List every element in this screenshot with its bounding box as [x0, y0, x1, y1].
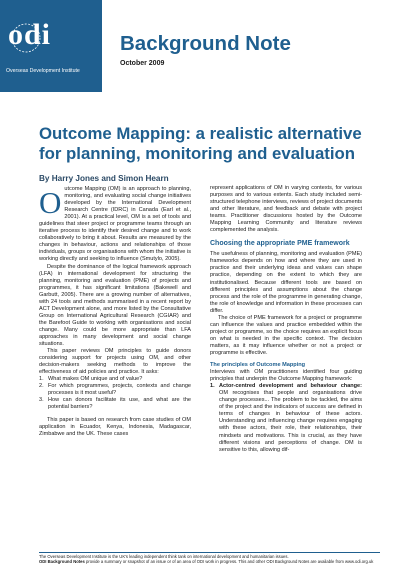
- article-title: Outcome Mapping: a realistic alternative for planning, monitoring and evaluation: [39, 124, 362, 163]
- purpose-paragraph: This paper reviews OM principles to guide donors considering support for projects using OM, and other decision-makers seeking methods to improve the effectiveness of aid policies and practice. It asks:: [39, 348, 191, 376]
- intro-text: utcome Mapping (OM) is an approach to planning, monitoring, and evaluating social change initiatives developed by the International Development Research Centre (IDRC) in Canada (Earl et al., 2001). At a practical level, OM is a set of tools and guidelines that steer project or programme teams through an iterative process to identify their desired change and to work collaboratively to bring it about. Results are measured by the changes in behaviour, actions and relationships of those individuals, groups or organisations with whom the initiative is working directly and seeking to influence (Smutylo, 2005).: [39, 186, 191, 263]
- choice-paragraph: The choice of PME framework for a project or programme can influence the values and practice embedded within the project or programme, so the choice requires an explicit focus on what is needed in the specific context. The decision matters, as it may influence whether or not a project or programme is effective.: [210, 314, 362, 356]
- right-column: [210, 185, 362, 454]
- list-item: 1. Actor-centred development and behaviour change: OM recognises that people and organisations drive change processes... The problem to be tackled, the aims of the project and the indicators of success are defined in terms of changes in behaviour of these actors. Understanding and influencing change requires engaging with these actors, their role, their relationships, their mindsets and motivations. This is crucial, as they have different visions and perceptions of change. OM is sensitive to this, allowing dif-: [210, 383, 362, 453]
- intro-paragraph: [39, 186, 191, 264]
- drop-cap: O: [39, 185, 62, 220]
- lfa-paragraph: Despite the dominance of the logical framework approach (LFA) in international development for structuring the planning, monitoring and evaluation (PME) of projects and programmes, it has significant limitations (Bakewell and Garbutt, 2005). There are a growing number of alternatives, with 24 tools and methods summarised in a recent report by ACT Development alone, and more listed by the Consultative Group on International Agricultural Research (CGIAR) and the Barefoot Guide to working with organisations and social change. Many could be more appropriate than LFA approaches in many development and social change situations.: [39, 263, 191, 348]
- article-authors: By Harry Jones and Simon Hearn: [39, 174, 169, 183]
- section-heading: Choosing the appropriate PME framework: [210, 240, 350, 248]
- principle-list: [210, 383, 362, 453]
- list-item: 1. What makes OM unique and of value?: [39, 376, 143, 383]
- list-item: 2. For which programmes, projects, contexts and change processes is it most useful?: [39, 383, 191, 397]
- continuation-paragraph: represent applications of OM in varying contexts, for various purposes and to various extents. Each study included semi-structured telephone interviews, reviews of project documents and other literature, and feedback and debate with project teams. Practitioner discussions hosted by the Outcome Mapping Learning Community and literature reviews complemented the analysis.: [210, 185, 362, 234]
- question-list: [39, 376, 191, 411]
- publication-date: October 2009: [120, 60, 165, 67]
- research-paragraph: This paper is based on research from case studies of OM application in Ecuador, Kenya, Indonesia, Madagascar, Zimbabwe and the UK. These cases: [39, 416, 191, 437]
- footer-line-1: The Overseas Development Institute is the UK's leading independent think tank on international development and humanitarian issues.: [39, 554, 289, 559]
- odi-logo-block: [0, 0, 102, 92]
- principles-intro: Interviews with OM practitioners identified four guiding principles that underpin the Outcome Mapping framework:: [210, 369, 362, 383]
- pme-paragraph: The usefulness of planning, monitoring and evaluation (PME) frameworks depends on how and where they are used in practice and their underlying ideas and values can shape practice, depending on the extent to which they are institutionalised. Because different tools are based on different principles and assumptions about the change process and the role of the programme in generating change, the role of knowledge and information in these processes can differ.: [210, 251, 362, 314]
- left-column: [39, 186, 191, 438]
- footer: [39, 554, 380, 565]
- footer-line-2: ODI Background Notes provide a summary or snapshot of an issue or of an area of ODI work in progress. This and other ODI Background Notes are available from www.odi.org.uk: [39, 559, 374, 565]
- odi-logo-text: odi: [8, 18, 52, 51]
- principle-text: OM recognises that people and organisations drive change processes... The problem to be tackled, the aims of the project and the indicators of success are defined in terms of changes in behaviour of these actors. Understanding and influencing change requires engaging with these actors, their role, their relationships, their mindsets and motivations. This is crucial, as they have different visions and perceptions of change. OM is sensitive to this, allowing dif-: [219, 390, 362, 453]
- list-item: 3. How can donors facilitate its use, and what are the potential barriers?: [39, 397, 191, 411]
- odi-logo-caption: Overseas Development Institute: [6, 68, 80, 74]
- series-title: Background Note: [120, 32, 291, 55]
- principle-title: Actor-centred development and behaviour change:: [219, 383, 362, 390]
- footer-divider: [39, 552, 380, 553]
- sub-heading: The principles of Outcome Mapping: [210, 362, 306, 369]
